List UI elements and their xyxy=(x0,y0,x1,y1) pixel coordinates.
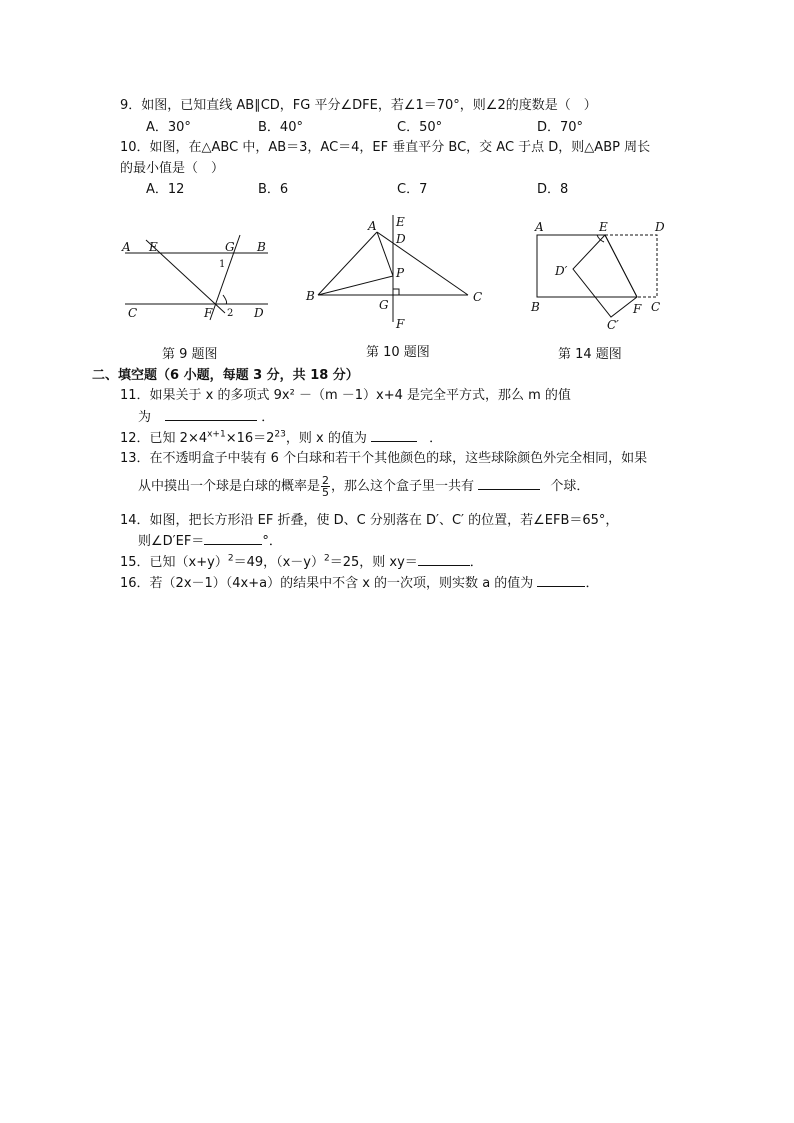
question-13-line1: 13．在不透明盒子中装有 6 个白球和若干个其他颜色的球，这些球除颜色外完全相同，如果 xyxy=(120,451,648,466)
label-d: D xyxy=(396,232,406,246)
label-d: D xyxy=(655,220,665,234)
label-f: F xyxy=(633,302,642,316)
question-10-stem-line2: 的最小值是（ ） xyxy=(120,161,225,176)
q12-mid: ×16＝2 xyxy=(225,431,275,446)
q13-answer-blank[interactable] xyxy=(478,477,540,490)
label-d-prime: D′ xyxy=(555,264,568,278)
question-11-line1: 11．如果关于 x 的多项式 9x² －（m －1）x+4 是完全平方式，那么 m 的值 xyxy=(120,388,571,403)
q14-prefix: 则∠D′EF＝ xyxy=(138,534,205,549)
q12-end: ． xyxy=(429,431,443,446)
figure-10-caption: 第 10 题图 xyxy=(366,345,430,360)
label-b: B xyxy=(306,289,315,303)
label-b: B xyxy=(531,300,540,314)
rectangle-abcf xyxy=(537,235,637,297)
q10-option-a: A．12 xyxy=(146,182,185,197)
q16-end: ． xyxy=(585,576,599,591)
q14-suffix: °． xyxy=(262,534,282,549)
figure-9-caption: 第 9 题图 xyxy=(162,347,218,362)
segment-bp xyxy=(318,276,393,295)
question-12 xyxy=(120,429,442,448)
segment-ac xyxy=(377,232,468,295)
label-angle-2: 2 xyxy=(227,308,234,319)
q9-option-b: B．40° xyxy=(258,120,303,135)
question-16 xyxy=(120,574,598,593)
q15-mid2: ＝25，则 xy＝ xyxy=(329,555,418,570)
label-b: B xyxy=(257,240,266,254)
figure-14-caption: 第 14 题图 xyxy=(558,347,622,362)
q10-option-c: C．7 xyxy=(397,182,428,197)
q12-prefix: 12．已知 2×4 xyxy=(120,431,208,446)
segment-ab xyxy=(318,232,377,295)
label-a: A xyxy=(122,240,131,254)
section-2-title: 二、填空题（6 小题，每题 3 分，共 18 分） xyxy=(92,368,359,383)
question-13-line2 xyxy=(138,474,589,500)
q9-option-c: C．50° xyxy=(397,120,443,135)
label-g: G xyxy=(225,240,235,254)
label-g: G xyxy=(379,298,389,312)
fraction-numerator: 2 xyxy=(322,474,330,487)
q14-answer-blank[interactable] xyxy=(204,532,262,545)
question-10-stem: 10．如图，在△ABC 中，AB＝3，AC＝4，EF 垂直平分 BC，交 AC 于点 D，则△ABP 周长 xyxy=(120,140,651,155)
probability-fraction xyxy=(321,475,330,498)
q11-prefix: 为 xyxy=(138,410,152,425)
q13-suffix: ，那么这个盒子里一共有 xyxy=(331,479,475,494)
label-p: P xyxy=(396,266,405,280)
q15-mid: ＝49，（x－y） xyxy=(233,555,324,570)
q15-exponent-1: 2 xyxy=(227,553,234,564)
q12-answer-blank[interactable] xyxy=(371,429,417,442)
q12-exponent-2: 23 xyxy=(274,429,286,440)
label-e: E xyxy=(599,220,608,234)
q11-answer-blank[interactable] xyxy=(165,408,257,421)
fraction-denominator: 5 xyxy=(322,486,330,499)
angle-mark xyxy=(597,235,604,242)
segment-ap xyxy=(377,232,393,276)
label-c: C xyxy=(473,290,483,304)
q15-answer-blank[interactable] xyxy=(418,553,470,566)
original-position-dashed xyxy=(605,235,657,297)
folded-quadrilateral xyxy=(573,235,637,317)
label-c: C xyxy=(651,300,661,314)
label-e: E xyxy=(396,215,405,229)
question-15 xyxy=(120,553,483,572)
label-d: D xyxy=(254,306,264,320)
label-f: F xyxy=(396,317,405,331)
q10-option-b: B．6 xyxy=(258,182,289,197)
right-angle-mark xyxy=(393,289,399,295)
question-11-line2 xyxy=(138,408,274,427)
question-14-line1: 14．如图，把长方形沿 EF 折叠，使 D、C 分别落在 D′、C′ 的位置，若∠EFB＝65°， xyxy=(120,513,619,528)
q9-option-a: A．30° xyxy=(146,120,191,135)
label-a: A xyxy=(535,220,544,234)
q11-suffix: ． xyxy=(261,410,275,425)
q12-suffix: ，则 x 的值为 xyxy=(285,431,367,446)
question-9-stem: 9．如图，已知直线 AB∥CD，FG 平分∠DFE，若∠1＝70°，则∠2的度数是（ ） xyxy=(120,98,597,113)
q13-prefix: 从中摸出一个球是白球的概率是 xyxy=(138,479,321,494)
label-c: C xyxy=(128,306,138,320)
figure-9 xyxy=(110,225,280,345)
q15-prefix: 15．已知（x+y） xyxy=(120,555,228,570)
q9-option-d: D．70° xyxy=(537,120,584,135)
label-f: F xyxy=(204,306,213,320)
q10-option-d: D．8 xyxy=(537,182,569,197)
q16-prefix: 16．若（2x－1）（4x+a）的结果中不含 x 的一次项，则实数 a 的值为 xyxy=(120,576,534,591)
label-a: A xyxy=(368,219,377,233)
angle-2-arc xyxy=(223,295,227,304)
label-c-prime: C′ xyxy=(607,318,619,332)
q13-end: 个球． xyxy=(550,479,590,494)
question-14-line2 xyxy=(138,532,282,551)
label-angle-1: 1 xyxy=(219,259,226,270)
figure-10 xyxy=(300,210,490,340)
label-e: E xyxy=(149,240,158,254)
q15-end: ． xyxy=(469,555,483,570)
line-ef xyxy=(146,240,225,313)
q16-answer-blank[interactable] xyxy=(537,574,585,587)
q12-exponent-1: x+1 xyxy=(207,429,226,440)
q15-exponent-2: 2 xyxy=(324,553,330,564)
figure-14 xyxy=(525,215,675,335)
